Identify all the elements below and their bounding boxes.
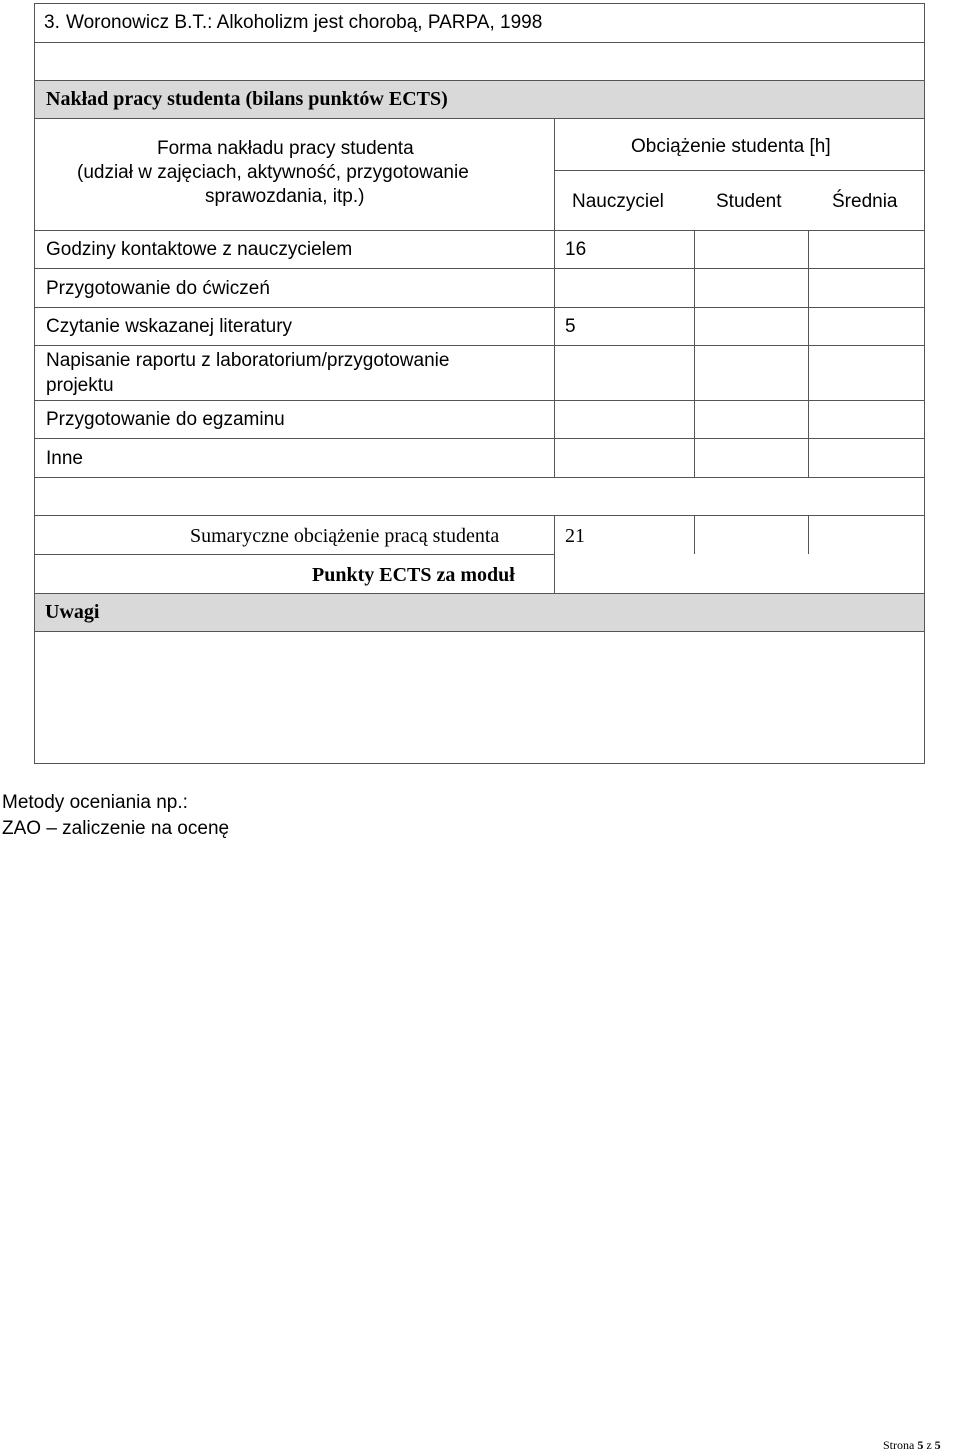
section-title: Nakład pracy studenta (bilans punktów ECTS) [46,88,448,110]
row-label-other: Inne [46,448,83,469]
remarks-bar [35,593,924,631]
col-teacher-header: Nauczyciel [572,191,664,212]
reference-number: 3. [44,12,60,33]
total-label: Sumaryczne obciążenie pracą studenta [190,525,500,547]
row-label-reading: Czytanie wskazanej literatury [46,316,293,337]
col-student-header: Student [716,191,782,212]
col-average-header: Średnia [832,191,898,212]
page-prefix: Strona [883,1438,915,1452]
methods-line1: Metody oceniania np.: [2,792,188,813]
form-header-line3: sprawozdania, itp.) [205,186,365,207]
row-label-contact-hours: Godziny kontaktowe z nauczycielem [46,239,353,260]
load-header: Obciążenie studenta [h] [631,136,831,157]
row-label-exercise-prep: Przygotowanie do ćwiczeń [46,278,270,299]
total-teacher: 21 [565,525,585,547]
ects-label: Punkty ECTS za moduł [312,564,515,586]
row-teacher-contact-hours: 16 [565,239,587,260]
form-header-line2: (udział w zajęciach, aktywność, przygotowanie [77,162,469,183]
reference-text: Woronowicz B.T.: Alkoholizm jest chorobą, PARPA, 1998 [66,12,543,33]
row-label-exam-prep: Przygotowanie do egzaminu [46,409,285,430]
remarks-label: Uwagi [45,601,100,623]
row-label-report-line2: projektu [46,375,114,396]
row-label-report-line1: Napisanie raportu z laboratorium/przygotowanie [46,350,450,371]
page-current: 5 [917,1438,924,1452]
methods-line2: ZAO – zaliczenie na ocenę [2,818,230,839]
page-sep: z [926,1438,932,1452]
row-teacher-reading: 5 [565,316,576,337]
page-total: 5 [934,1438,941,1452]
page-number [883,1439,941,1453]
form-header-line1: Forma nakładu pracy studenta [157,138,414,159]
